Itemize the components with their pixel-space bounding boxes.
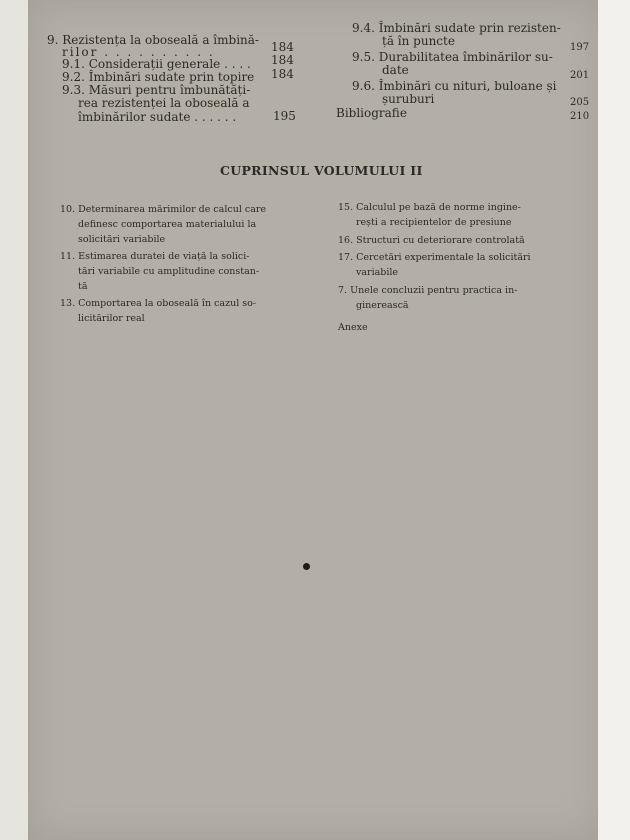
toc-entry-9-6-line2: șuruburi [382,92,435,106]
vol2-right-line: 17. Cercetări experimentale la solicitări [338,252,531,263]
vol2-left-line: 10. Determinarea mărimilor de calcul care [60,204,267,215]
toc-page-9-1: 184 [271,53,294,67]
ink-dot [303,563,310,570]
vol2-right-line: 15. Calculul pe bază de norme ingine- [338,202,521,213]
toc-page-9-5: 201 [570,70,590,81]
toc-entry-9-3-line1: 9.3. Măsuri pentru îmbunătăți- [62,83,251,97]
toc-entry-9-6-line1: 9.6. Îmbinări cu nituri, buloane și [352,79,557,93]
toc-entry-bibliografie: Bibliografie [336,106,407,120]
vol2-left-line: solicitări variabile [78,234,166,245]
toc-page-9-2: 184 [271,67,294,81]
toc-page-9: 184 [271,40,294,54]
toc-entry-9-line2: rilor . . . . . . . . . . [62,45,215,59]
vol2-left-line: tări variabile cu amplitudine constan- [78,266,260,277]
toc-page-bibliografie: 210 [570,111,590,122]
toc-entry-9-1: 9.1. Considerații generale . . . . [62,57,251,71]
toc-page-9-6: 205 [570,97,590,108]
toc-entry-9-line1: 9. Rezistența la oboseală a îmbină- [47,33,259,47]
toc-page-9-3: 195 [273,109,296,123]
toc-entry-9-5-line2: date [382,63,409,77]
toc-entry-9-4-line1: 9.4. Îmbinări sudate prin rezisten- [352,21,561,35]
vol2-left-line: 11. Estimarea duratei de viață la solici- [60,251,250,262]
vol2-right-line: variabile [356,267,399,278]
toc-entry-9-2: 9.2. Îmbinări sudate prin topire [62,70,255,84]
toc-entry-9-3-line2: rea rezistenței la oboseală a [78,96,250,110]
vol2-right-line: 7. Unele concluzii pentru practica in- [338,285,518,296]
toc-entry-9-4-line2: ță în puncte [382,34,455,48]
vol2-right-line: 16. Structuri cu deteriorare controlată [338,235,525,246]
vol2-left-line: 13. Comportarea la oboseală în cazul so- [60,298,257,309]
toc-page-9-4: 197 [570,42,590,53]
vol2-left-line: definesc comportarea materialului la [78,219,257,230]
page-edge [598,0,630,840]
toc-entry-9-5-line1: 9.5. Durabilitatea îmbinărilor su- [352,50,553,64]
volume2-title: CUPRINSUL VOLUMULUI II [220,163,423,178]
vol2-left-line: licitărilor real [78,313,145,324]
vol2-right-line: ginerească [356,300,409,311]
vol2-left-line: tă [78,281,88,292]
book-page [28,0,602,840]
vol2-anexe: Anexe [338,322,368,333]
vol2-right-line: rești a recipientelor de presiune [356,217,512,228]
toc-entry-9-3-line3: îmbinărilor sudate . . . . . . [78,110,237,124]
